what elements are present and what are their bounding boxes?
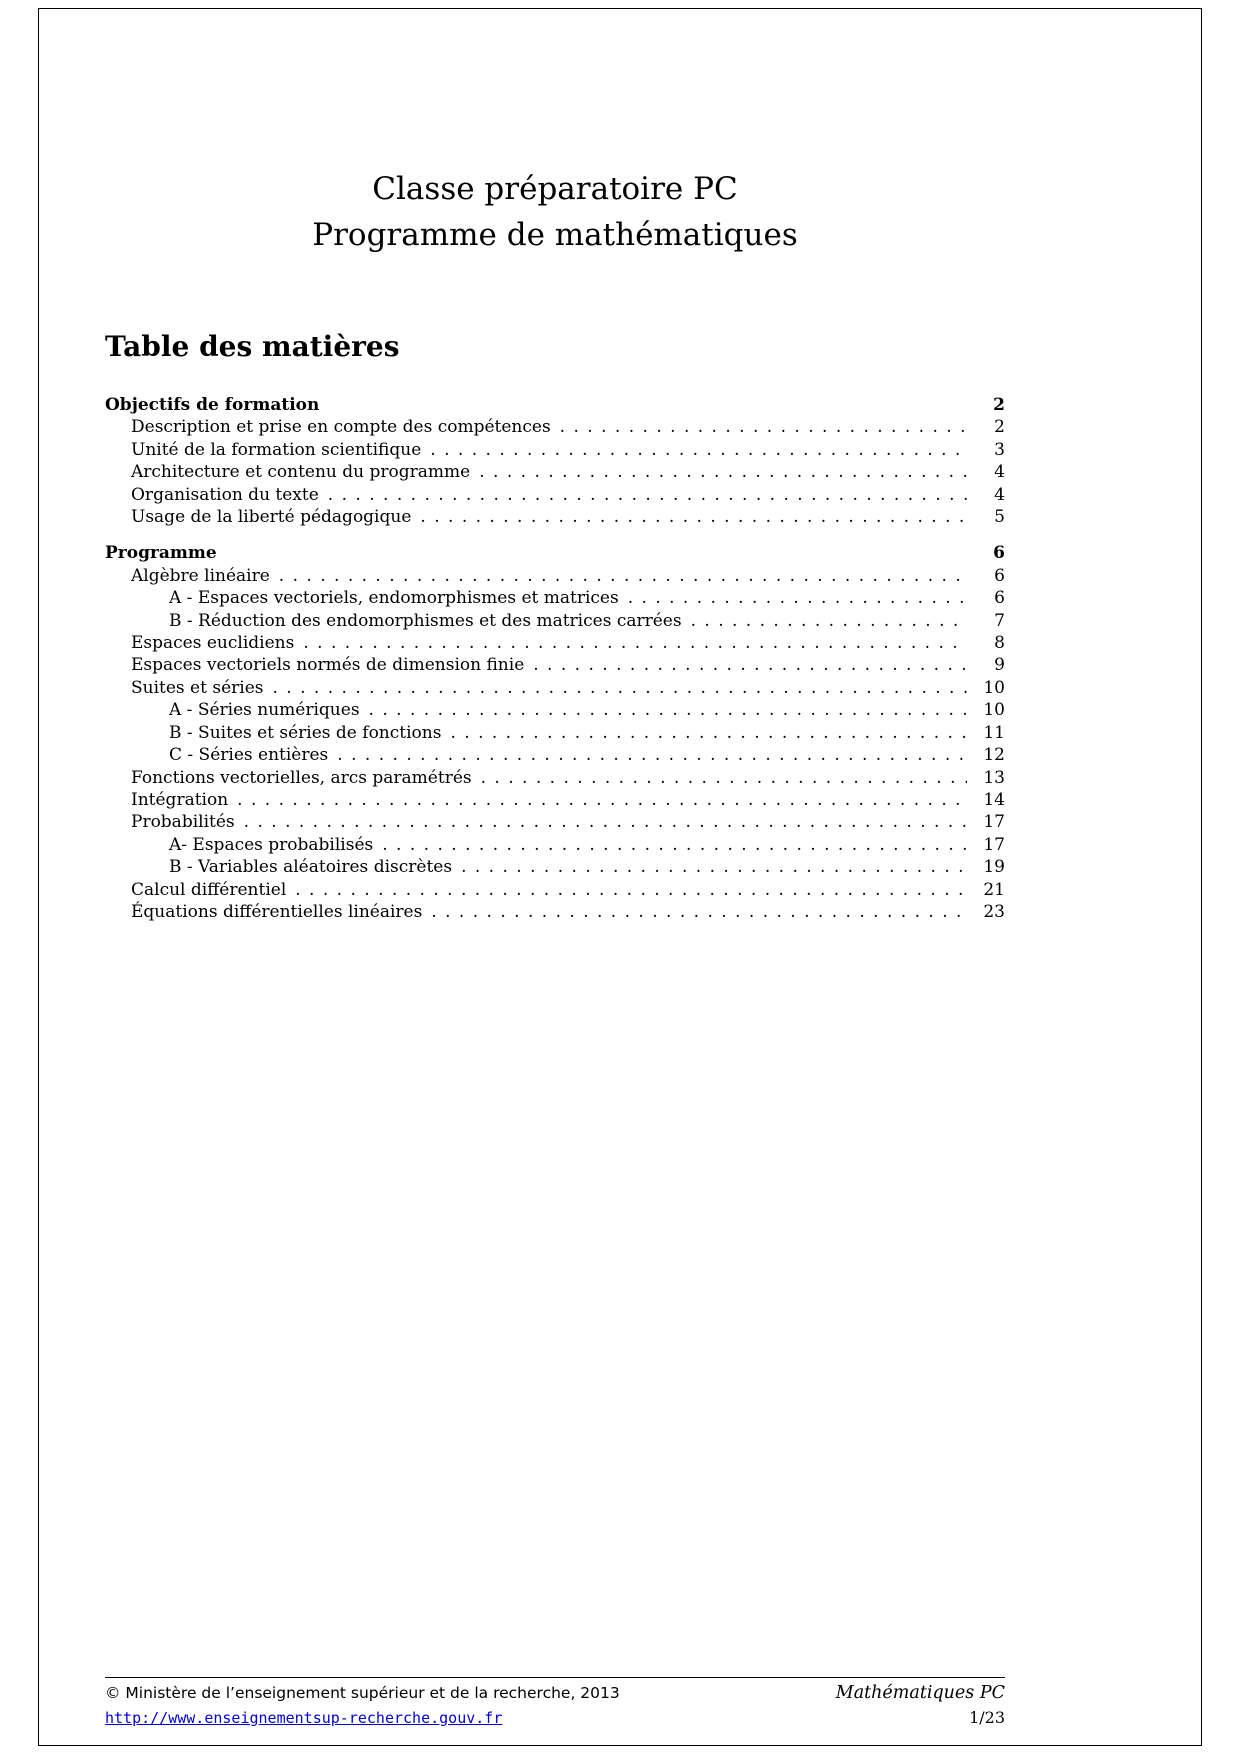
toc-entry-page: 8 (994, 633, 1005, 654)
dot-leader (369, 699, 967, 721)
toc-entry-page: 6 (993, 543, 1005, 564)
toc-entry-label: Calcul différentiel (131, 879, 287, 900)
title-line-2: Programme de mathématiques (312, 217, 798, 253)
toc-entry-label: A - Séries numériques (169, 700, 360, 721)
dot-leader (237, 789, 967, 811)
footer-url-link[interactable]: http://www.enseignementsup-recherche.gouv.fr (105, 1709, 503, 1727)
dot-leader (420, 506, 967, 528)
toc-entry-page: 3 (994, 439, 1005, 460)
toc-entry-label: A - Espaces vectoriels, endomorphismes et matrices (169, 588, 619, 609)
toc-entry-label: Programme (105, 543, 217, 564)
toc-entry-page: 9 (994, 655, 1005, 676)
toc-entry-page: 10 (983, 677, 1005, 698)
toc-entry-label: Usage de la liberté pédagogique (131, 507, 412, 528)
toc-entry-label: Description et prise en compte des compétences (131, 417, 551, 438)
copyright-text: © Ministère de l’enseignement supérieur et de la recherche, 2013 (105, 1684, 620, 1702)
dot-leader (431, 901, 967, 923)
toc-entry[interactable] (105, 722, 1005, 744)
toc-entry-page: 2 (993, 395, 1005, 415)
toc-entry[interactable] (105, 744, 1005, 766)
toc-entry-page: 11 (983, 722, 1005, 743)
dot-leader (303, 632, 967, 654)
table-of-contents (105, 394, 1005, 923)
toc-entry[interactable] (105, 811, 1005, 833)
toc-entry[interactable] (105, 699, 1005, 721)
dot-leader (450, 722, 967, 744)
toc-entry[interactable] (105, 565, 1005, 587)
toc-entry[interactable] (105, 506, 1005, 528)
title-line-1: Classe préparatoire PC (372, 171, 738, 207)
toc-entry-label: Suites et séries (131, 677, 264, 698)
toc-entry-page: 17 (983, 834, 1005, 855)
toc-entry-label: A- Espaces probabilisés (169, 834, 374, 855)
toc-entry-page: 13 (983, 767, 1005, 788)
toc-entry-page: 14 (983, 789, 1005, 810)
toc-entry-page: 12 (983, 745, 1005, 766)
document-title (105, 166, 1005, 258)
toc-entry-label: Architecture et contenu du programme (131, 462, 471, 483)
footer-rule (105, 1677, 1005, 1678)
toc-entry-label: B - Réduction des endomorphismes et des matrices carrées (169, 610, 682, 631)
toc-entry-label: Espaces euclidiens (131, 633, 295, 654)
page-footer (105, 1677, 1005, 1727)
toc-entry-label: Fonctions vectorielles, arcs paramétrés (131, 767, 472, 788)
toc-entry[interactable] (105, 461, 1005, 483)
dot-leader (272, 677, 967, 699)
dot-leader (628, 587, 967, 609)
dot-leader (226, 542, 967, 564)
toc-heading: Table des matières (105, 330, 400, 363)
toc-entry-page: 4 (994, 462, 1005, 483)
dot-leader (279, 565, 967, 587)
toc-entry[interactable] (105, 587, 1005, 609)
dot-leader (382, 834, 967, 856)
dot-leader (461, 856, 967, 878)
toc-entry-label: Organisation du texte (131, 484, 319, 505)
toc-entry[interactable] (105, 834, 1005, 856)
dot-leader (533, 654, 967, 676)
dot-leader (560, 416, 967, 438)
toc-entry[interactable] (105, 856, 1005, 878)
toc-entry[interactable] (105, 416, 1005, 438)
toc-entry[interactable] (105, 901, 1005, 923)
toc-entry[interactable] (105, 484, 1005, 506)
toc-entry-page: 5 (994, 507, 1005, 528)
toc-entry-page: 6 (994, 565, 1005, 586)
toc-entry-label: Objectifs de formation (105, 395, 320, 415)
toc-entry-page: 7 (994, 610, 1005, 631)
dot-leader (295, 879, 967, 901)
toc-entry-label: B - Variables aléatoires discrètes (169, 857, 453, 878)
toc-entry-label: Algèbre linéaire (131, 565, 270, 586)
toc-entry-page: 4 (994, 484, 1005, 505)
footer-line-2 (105, 1708, 1005, 1727)
toc-entry-page: 17 (983, 812, 1005, 833)
dot-leader (337, 744, 967, 766)
toc-entry-label: Probabilités (131, 812, 235, 833)
document-name: Mathématiques PC (835, 1683, 1005, 1703)
dot-leader (481, 767, 967, 789)
page-number: 1/23 (969, 1708, 1005, 1727)
dot-leader (244, 811, 967, 833)
toc-entry[interactable] (105, 542, 1005, 564)
toc-entry-label: B - Suites et séries de fonctions (169, 722, 442, 743)
toc-entry[interactable] (105, 677, 1005, 699)
dot-leader (328, 484, 967, 506)
toc-entry-page: 10 (983, 700, 1005, 721)
toc-entry[interactable] (105, 767, 1005, 789)
toc-entry[interactable] (105, 879, 1005, 901)
toc-entry-page: 19 (983, 857, 1005, 878)
dot-leader (691, 610, 967, 632)
toc-entry-label: Équations différentielles linéaires (131, 901, 423, 922)
toc-entry-label: Intégration (131, 789, 229, 810)
toc-entry-label: C - Séries entières (169, 745, 329, 766)
toc-entry-page: 21 (983, 879, 1005, 900)
toc-entry-label: Espaces vectoriels normés de dimension finie (131, 655, 525, 676)
toc-entry-page: 23 (983, 901, 1005, 922)
toc-entry[interactable] (105, 439, 1005, 461)
toc-entry[interactable] (105, 654, 1005, 676)
toc-entry-page: 6 (994, 588, 1005, 609)
toc-entry-label: Unité de la formation scientifique (131, 439, 422, 460)
dot-leader (479, 461, 967, 483)
toc-entry[interactable] (105, 632, 1005, 654)
toc-entry[interactable] (105, 394, 1005, 416)
dot-leader (430, 439, 967, 461)
toc-entry[interactable] (105, 789, 1005, 811)
dot-leader (328, 394, 967, 416)
toc-entry[interactable] (105, 610, 1005, 632)
footer-line-1 (105, 1683, 1005, 1703)
toc-entry-page: 2 (994, 417, 1005, 438)
